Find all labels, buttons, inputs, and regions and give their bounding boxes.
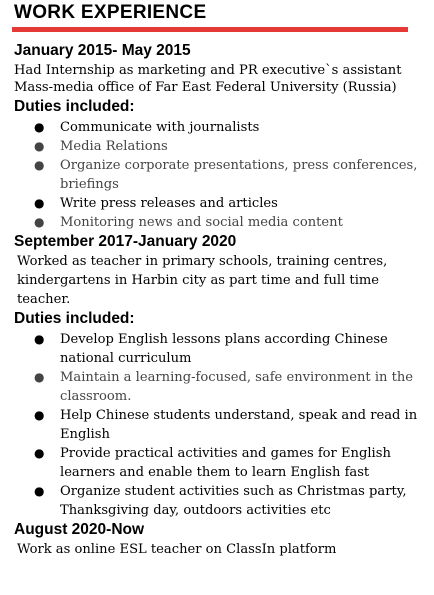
list-item: ● Provide practical activities and games for English learners and enable them to learn English fast bbox=[34, 446, 391, 480]
section-divider bbox=[12, 27, 408, 32]
bullet-icon: ● bbox=[34, 120, 45, 134]
job3-dates: August 2020-Now bbox=[14, 521, 145, 538]
bullet-icon: ● bbox=[34, 139, 45, 153]
list-item: ● Write press releases and articles bbox=[34, 196, 278, 211]
job1-dates: January 2015- May 2015 bbox=[14, 42, 191, 59]
job1-role-bold: Had Internship bbox=[14, 63, 115, 78]
work-experience-content bbox=[14, 41, 424, 559]
job1-duties-title: Duties included: bbox=[14, 98, 135, 115]
list-item: ● Media Relations bbox=[34, 139, 168, 154]
bullet-icon: ● bbox=[34, 370, 45, 384]
section-title: WORK EXPERIENCE bbox=[14, 2, 207, 23]
job1-organization: Mass-media office of Far East Federal University (Russia) bbox=[14, 80, 397, 95]
job2-dates: September 2017-January 2020 bbox=[14, 233, 237, 250]
list-item: ● Help Chinese students understand, speak and read in English bbox=[34, 408, 418, 442]
list-item: ● Organize corporate presentations, press conferences, briefings bbox=[34, 158, 418, 192]
job2-description: Worked as teacher in primary schools, training centres, kindergartens in Harbin city as part time and full time teacher. bbox=[17, 254, 388, 307]
bullet-icon: ● bbox=[34, 158, 45, 172]
list-item: ● Organize student activities such as Christmas party, Thanksgiving day, outdoors activities etc bbox=[34, 484, 407, 518]
bullet-icon: ● bbox=[34, 484, 45, 498]
list-item: ● Monitoring news and social media content bbox=[34, 215, 343, 230]
job2-duties-title: Duties included: bbox=[14, 310, 135, 327]
job1-duties-list bbox=[14, 118, 424, 232]
bullet-icon: ● bbox=[34, 215, 45, 229]
job1-role-rest: as marketing and PR executive`s assistant bbox=[114, 63, 402, 78]
bullet-icon: ● bbox=[34, 332, 45, 346]
bullet-icon: ● bbox=[34, 408, 45, 422]
list-item: ● Communicate with journalists bbox=[34, 120, 260, 135]
job2-duties-list bbox=[14, 330, 424, 520]
list-item: ● Maintain a learning-focused, safe environment in the classroom. bbox=[34, 370, 414, 404]
bullet-icon: ● bbox=[34, 196, 45, 210]
bullet-icon: ● bbox=[34, 446, 45, 460]
job3-description: Work as online ESL teacher on ClassIn platform bbox=[17, 542, 337, 557]
list-item: ● Develop English lessons plans according Chinese national curriculum bbox=[34, 332, 388, 366]
